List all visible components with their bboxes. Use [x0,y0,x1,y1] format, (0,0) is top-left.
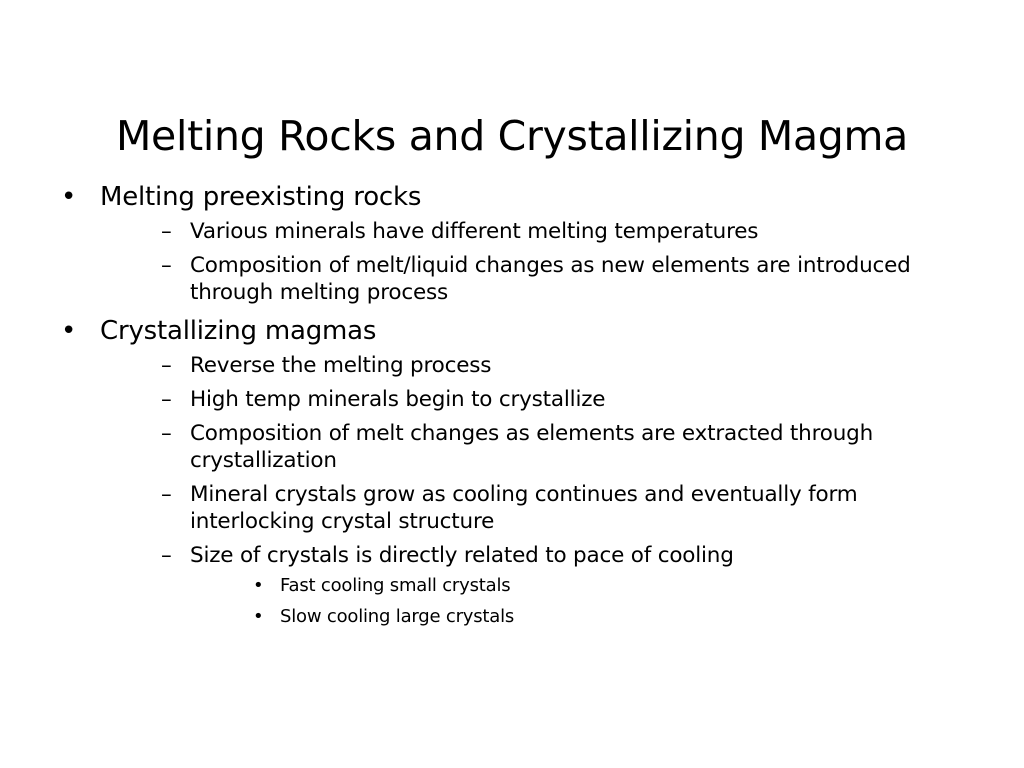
dash-marker: – [161,387,172,412]
sub-bullet [145,542,975,629]
dash-marker: – [161,482,172,507]
sub-bullet-text: Composition of melt/liquid changes as new elements are introduced through melting process [190,253,911,305]
sub-sub-bullet-list [190,574,975,629]
dash-marker: – [161,543,172,568]
sub-bullet-list [100,352,975,629]
sub-bullet-text: Various minerals have different melting temperatures [190,219,759,244]
sub-bullet [145,352,975,379]
dash-marker: – [161,421,172,446]
bullet-melting-rocks [55,180,975,306]
sub-sub-bullet-text: Slow cooling large crystals [280,606,515,627]
slide-content [55,180,975,629]
sub-sub-bullet-text: Fast cooling small crystals [280,575,511,596]
dash-marker: – [161,253,172,278]
bullet-marker: • [253,606,264,627]
sub-bullet [145,252,975,306]
bullet-text: Crystallizing magmas [100,316,377,346]
bullet-crystallizing-magmas [55,314,975,629]
dash-marker: – [161,353,172,378]
sub-bullet-list [100,218,975,306]
sub-sub-bullet [235,605,975,629]
sub-bullet-text: Size of crystals is directly related to pace of cooling [190,543,734,568]
bullet-marker: • [61,182,77,212]
slide-title: Melting Rocks and Crystallizing Magma [115,112,908,160]
bullet-marker: • [253,575,264,596]
sub-bullet [145,481,975,535]
sub-bullet [145,386,975,413]
sub-bullet-text: Reverse the melting process [190,353,492,378]
bullet-list [55,180,975,629]
sub-bullet [145,420,975,474]
bullet-text: Melting preexisting rocks [100,182,422,212]
dash-marker: – [161,219,172,244]
bullet-marker: • [61,316,77,346]
sub-bullet-text: High temp minerals begin to crystallize [190,387,606,412]
sub-bullet-text: Mineral crystals grow as cooling continues and eventually form interlocking crystal structure [190,482,858,534]
sub-sub-bullet [235,574,975,598]
sub-bullet-text: Composition of melt changes as elements are extracted through crystallization [190,421,873,473]
sub-bullet [145,218,975,245]
